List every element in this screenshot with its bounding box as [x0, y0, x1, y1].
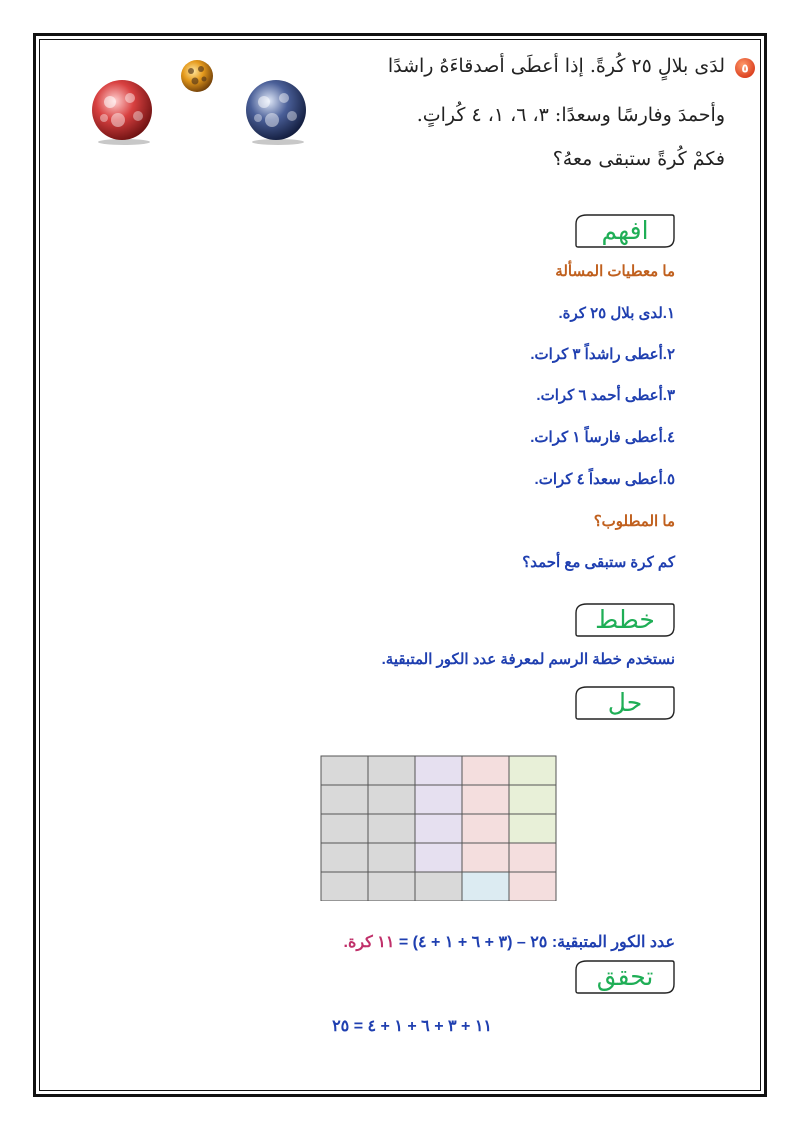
- understand-tag-label: افهم: [601, 216, 649, 245]
- grid-cell: [462, 785, 509, 814]
- problem-number: ٥: [741, 61, 749, 76]
- verify-tag-label: تحقق: [596, 962, 654, 991]
- problem-line-3: فكمْ كُرةً ستبقى معهُ؟: [552, 148, 725, 170]
- grid-cell: [509, 814, 556, 843]
- problem-line-2: وأحمدَ وفارسًا وسعدًا: ٣، ٦، ١، ٤ كُراتٍ.: [416, 104, 725, 126]
- grid-cell: [321, 814, 368, 843]
- grid-cell: [415, 814, 462, 843]
- solution-grid: [320, 755, 560, 901]
- orange-ball-image: [178, 58, 216, 96]
- verify-tag: [575, 960, 675, 994]
- grid-cell: [368, 872, 415, 901]
- grid-cell: [462, 872, 509, 901]
- given-item-4: ٤.أعطى فارساً ١ كرات.: [530, 429, 675, 446]
- red-ball-image: [88, 78, 156, 146]
- given-item-3: ٣.أعطى أحمد ٦ كرات.: [536, 387, 675, 404]
- grid-cell: [415, 843, 462, 872]
- plan-text: نستخدم خطة الرسم لمعرفة عدد الكور المتبقية.: [381, 651, 675, 668]
- grid-cell: [462, 843, 509, 872]
- result-expression: ٢٥ – (٣ + ٦ + ١ + ٤) =: [398, 934, 548, 951]
- result-value: ١١ كرة.: [343, 934, 395, 951]
- grid-cell: [321, 785, 368, 814]
- problem-number-badge: [734, 57, 756, 79]
- grid-cell: [368, 843, 415, 872]
- problem-line-1: لدَى بلالٍ ٢٥ كُرةً. إذا أعطَى أصدقاءَهُ راشدًا: [387, 55, 725, 77]
- grid-cell: [321, 872, 368, 901]
- required-question: كم كرة ستبقى مع أحمد؟: [522, 554, 675, 571]
- plan-tag: [575, 603, 675, 637]
- given-item-1: ١.لدى بلال ٢٥ كرة.: [558, 305, 675, 322]
- verify-equation: ١١ + ٣ + ٦ + ١ + ٤ = ٢٥: [332, 1018, 492, 1035]
- grid-cell: [462, 814, 509, 843]
- required-heading: ما المطلوب؟: [593, 513, 675, 530]
- grid-cell: [509, 756, 556, 785]
- understand-tag: [575, 214, 675, 248]
- grid-cell: [368, 756, 415, 785]
- givens-heading: ما معطيات المسألة: [555, 263, 675, 280]
- grid-cell: [415, 785, 462, 814]
- grid-cell: [368, 785, 415, 814]
- result-line: [344, 932, 676, 952]
- solve-tag-label: حل: [607, 688, 643, 717]
- blue-ball-image: [242, 78, 310, 146]
- grid-cell: [321, 756, 368, 785]
- result-label: عدد الكور المتبقية:: [551, 934, 675, 951]
- grid-cell: [368, 814, 415, 843]
- grid-cell: [462, 756, 509, 785]
- plan-tag-label: خطط: [595, 605, 655, 634]
- grid-cell: [509, 872, 556, 901]
- grid-cell: [509, 785, 556, 814]
- grid-cell: [415, 756, 462, 785]
- solve-tag: [575, 686, 675, 720]
- grid-cell: [321, 843, 368, 872]
- given-item-5: ٥.أعطى سعداً ٤ كرات.: [534, 471, 675, 488]
- grid-cell: [509, 843, 556, 872]
- given-item-2: ٢.أعطى راشداً ٣ كرات.: [530, 346, 675, 363]
- grid-cell: [415, 872, 462, 901]
